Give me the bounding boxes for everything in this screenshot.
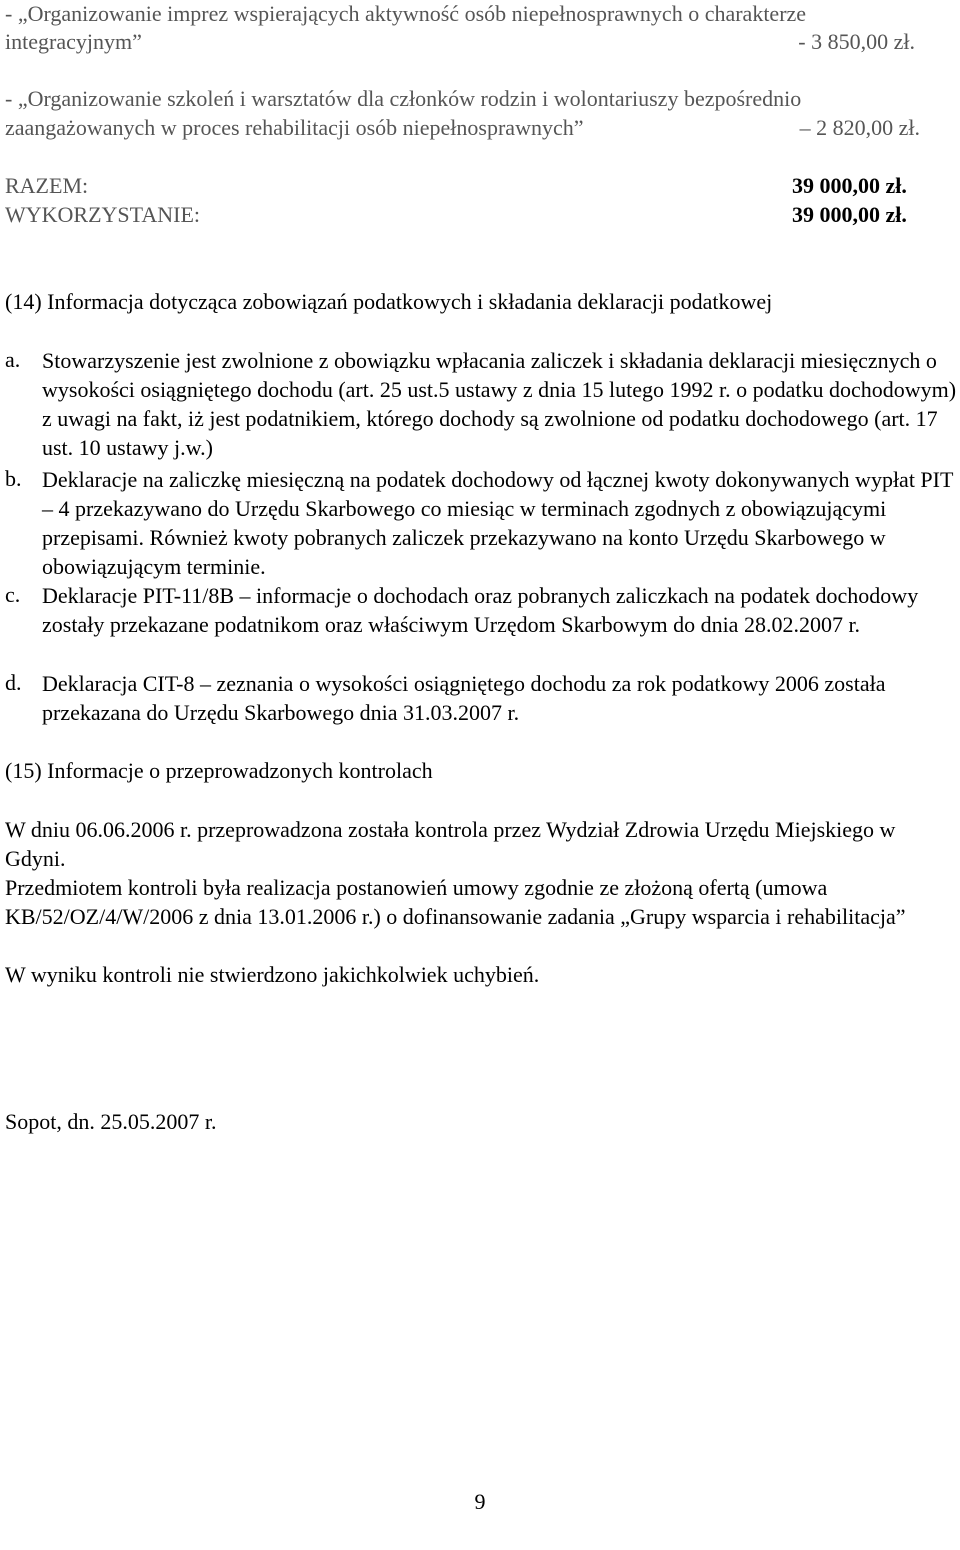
budget-item-2-line-1: - „Organizowanie szkoleń i warsztatów dla członków rodzin i wolontariuszy bezpośrednio <box>5 86 802 111</box>
item-text: Deklaracje na zaliczkę miesięczną na podatek dochodowy od łącznej kwoty dokonywanych wypłat PIT – 4 przekazywano do Urzędu Skarbowego co miesiąc w terminach zgodnych z obowiązującymi przepisami. Również kwoty pobranych zaliczek przekazywano na konto Urzędu Skarbowego w obowiązującym terminie. <box>42 467 954 579</box>
place-date: Sopot, dn. 25.05.2007 r. <box>5 1109 217 1134</box>
page-number: 9 <box>474 1489 486 1514</box>
budget-item-2-line-2: zaangażowanych w proces rehabilitacji osób niepełnosprawnych” <box>5 115 584 140</box>
budget-item-1-line-1: - „Organizowanie imprez wspierających aktywność osób niepełnosprawnych o charakterze <box>5 1 807 26</box>
budget-item-2-amount: – 2 820,00 zł. <box>799 115 920 140</box>
used-label: WYKORZYSTANIE: <box>5 202 200 227</box>
used-value: 39 000,00 zł. <box>792 202 907 227</box>
item-marker: a. <box>5 347 21 372</box>
item-marker: b. <box>5 466 22 491</box>
inspection-paragraph: W dniu 06.06.2006 r. przeprowadzona została kontrola przez Wydział Zdrowia Urzędu Miejskiego w Gdyni. <box>5 817 896 871</box>
item-text: Stowarzyszenie jest zwolnione z obowiązku wpłacania zaliczek i składania deklaracji miesięcznych o wysokości osiągniętego dochodu (art. 25 ust.5 ustawy z dnia 15 lutego 1992 r. o podatku dochodowym) z uwagi na fakt, iż jest podatnikiem, którego dochody są zwolnione od podatku dochodowego (art. 17 ust. 10 ustawy j.w.) <box>42 348 957 460</box>
budget-item-1-line-2: integracyjnym” <box>5 29 142 54</box>
inspection-result-paragraph: W wyniku kontroli nie stwierdzono jakichkolwiek uchybień. <box>5 962 540 987</box>
total-value: 39 000,00 zł. <box>792 173 907 198</box>
item-marker: d. <box>5 670 22 695</box>
item-text: Deklaracja CIT-8 – zeznania o wysokości osiągniętego dochodu za rok podatkowy 2006 została przekazana do Urzędu Skarbowego dnia 31.03.2007 r. <box>42 671 886 725</box>
section-14-heading: (14) Informacja dotycząca zobowiązań podatkowych i składania deklaracji podatkowej <box>5 289 773 314</box>
total-label: RAZEM: <box>5 173 89 198</box>
section-15-heading: (15) Informacje o przeprowadzonych kontrolach <box>5 758 433 783</box>
item-text: Deklaracje PIT-11/8B – informacje o dochodach oraz pobranych zaliczkach na podatek dochodowy zostały przekazane podatnikom oraz właściwym Urzędom Skarbowym do dnia 28.02.2007 r. <box>42 583 919 637</box>
budget-item-1-amount: - 3 850,00 zł. <box>798 29 915 54</box>
item-marker: c. <box>5 582 21 607</box>
inspection-subject-paragraph: Przedmiotem kontroli była realizacja postanowień umowy zgodnie ze złożoną ofertą (umowa KB/52/OZ/4/W/2006 z dnia 13.01.2006 r.) o dofinansowanie zadania „Grupy wsparcia i rehabilitacja” <box>5 875 906 929</box>
